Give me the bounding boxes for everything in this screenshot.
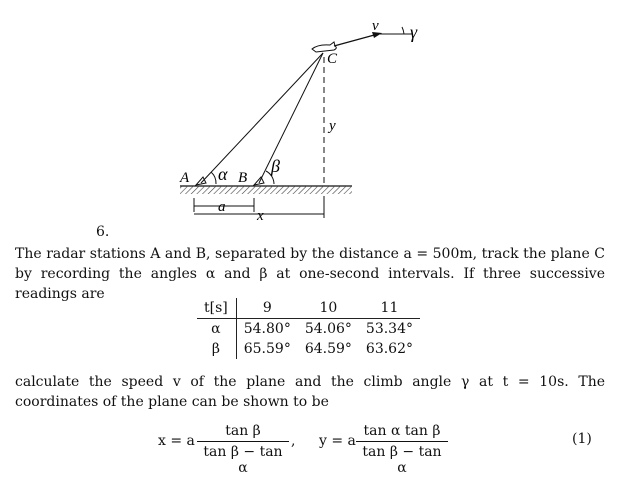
label-v: v xyxy=(372,18,379,34)
alpha-arc xyxy=(211,172,216,184)
label-b-station: B xyxy=(238,170,248,186)
station-a-icon xyxy=(196,177,206,185)
station-b-icon xyxy=(254,177,264,185)
equation-comma: , xyxy=(291,433,296,449)
task-statement: calculate the speed v of the plane and the climb angle γ at t = 10s. The coordinates of the plane can be shown to be xyxy=(15,374,605,410)
table-cell: 65.59° xyxy=(243,341,291,357)
equation-x-fraction xyxy=(197,423,289,476)
table-cell: 53.34° xyxy=(365,321,414,337)
label-beta: β xyxy=(271,156,280,176)
equation-y-denominator: tan β − tan α xyxy=(356,441,448,476)
label-a-distance: a xyxy=(218,199,226,215)
label-alpha: α xyxy=(218,164,228,184)
label-x-distance: x xyxy=(257,208,264,224)
equation-number: (1) xyxy=(572,431,592,447)
table-row xyxy=(197,339,420,359)
equation-x-denominator: tan β − tan α xyxy=(197,441,289,476)
table-cell: 54.80° xyxy=(243,321,291,337)
label-gamma: γ xyxy=(410,22,418,42)
table-cell: 64.59° xyxy=(304,341,352,357)
velocity-arrow xyxy=(334,34,378,46)
problem-number: 6. xyxy=(96,224,110,240)
table-cell: 9 xyxy=(236,298,298,319)
radar-diagram xyxy=(0,0,643,225)
table-cell: α xyxy=(197,319,236,340)
equation-y-numerator: tan α tan β xyxy=(363,423,441,439)
problem-statement: The radar stations A and B, separated by the distance a = 500m, track the plane C by recording the angles α and β at one-second intervals. If three successive readings are xyxy=(15,246,605,302)
table-cell: 11 xyxy=(359,298,420,319)
table-cell: β xyxy=(197,339,236,359)
table-cell: 63.62° xyxy=(365,341,414,357)
readings-table xyxy=(197,298,420,359)
table-header-row xyxy=(197,298,420,319)
equation-y-fraction xyxy=(356,423,448,476)
equation-x-numerator: tan β xyxy=(225,423,261,439)
sight-line-b xyxy=(259,53,323,183)
table-cell: t[s] xyxy=(197,298,236,319)
gamma-arc xyxy=(402,27,404,34)
equation-x-lhs: x = a xyxy=(158,433,195,449)
table-row xyxy=(197,319,420,340)
table-cell: 10 xyxy=(298,298,359,319)
label-a-station: A xyxy=(180,170,190,186)
equation-y-lhs: y = a xyxy=(319,433,356,449)
ground-hatch xyxy=(180,186,352,194)
label-c-plane: C xyxy=(327,51,338,67)
label-y: y xyxy=(329,118,336,134)
table-cell: 54.06° xyxy=(304,321,352,337)
